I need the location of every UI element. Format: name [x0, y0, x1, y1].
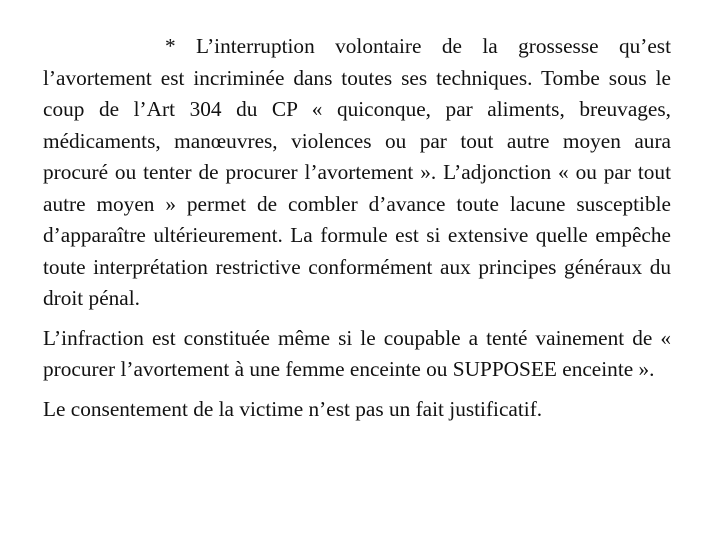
paragraph-infraction: L’infraction est constituée même si le coupable a tenté vainement de « procurer l’avortement à une femme enceinte ou SUPPOSEE enceinte ».	[43, 325, 671, 381]
paragraph-abortion-definition: * L’interruption volontaire de la grossesse qu’est l’avortement est incriminée dans toutes ses techniques. Tombe sous le coup de l’Art 304 du CP « quiconque, par aliments, breuvages, médicaments, manœuvres, violences ou par tout autre moyen aura procuré ou tenter de procurer l’avortement ». L’adjonction « ou par tout autre moyen » permet de combler d’avance toute lacune susceptible d’apparaître ultérieurement. La formule est si extensive quelle empêche toute interprétation restrictive conformément aux principes généraux du droit pénal.	[43, 34, 671, 310]
paragraph-consent: Le consentement de la victime n’est pas un fait justificatif.	[43, 396, 543, 421]
document-body	[43, 31, 671, 425]
